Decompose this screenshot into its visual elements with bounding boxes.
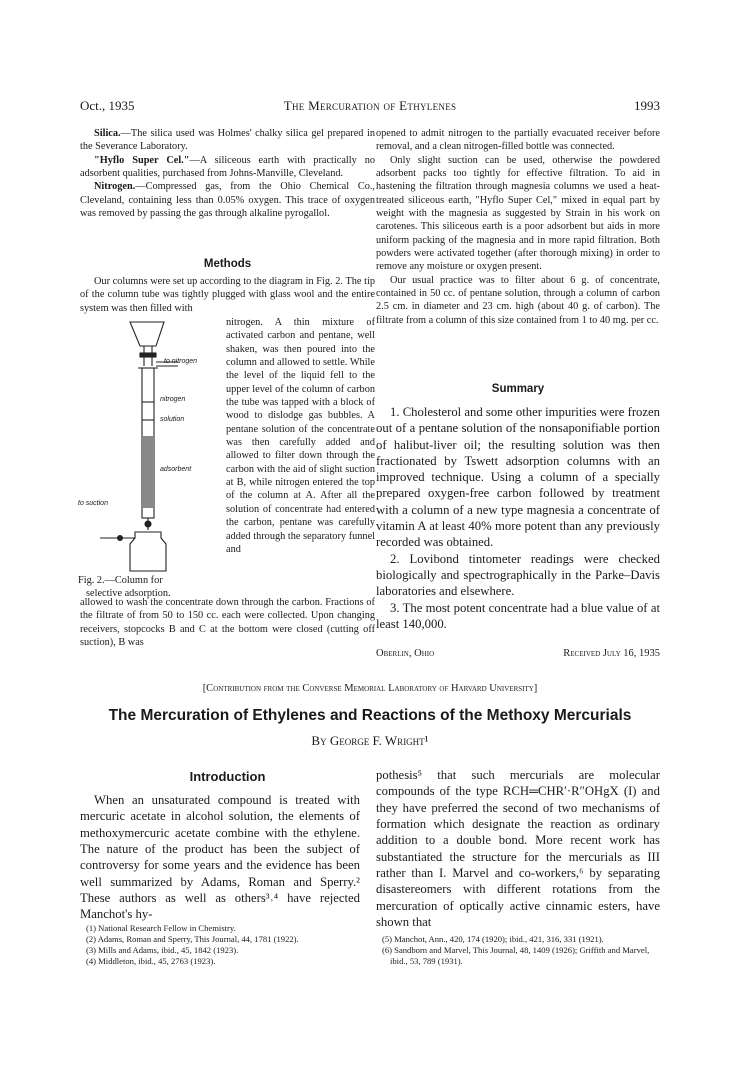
summary-item-1: 1. Cholesterol and some other impurities were frozen out of a pentane solution of the nonsaponifiable portion of halibut-liver oil; the resulting solution was then fractionated by Tswett adsorption columns with an improved technique. Using a column of a specially prepared oxygen-free carbon followed by treatment with a column of a new type magnesia a concentrate of vitamin A at least 40% more potent than any previously recorded was obtained. [376,405,660,550]
methods-heading: Methods [203,258,252,270]
figure-2 [80,316,220,606]
silica-paragraph: Silica.—The silica used was Holmes' chalky silica gel prepared in the Severance Laboratory. [80,128,375,153]
footnote-5: (5) Manchot, Ann., 420, 174 (1920); ibid., 421, 316, 331 (1921). [382,934,604,944]
footnote-2: (2) Adams, Roman and Sperry, This Journal, 44, 1781 (1922). [86,934,299,944]
footnotes-right [382,934,660,967]
figure-caption: Fig. 2.—Column for selective adsorption. [78,575,171,600]
procedure-section [376,127,660,327]
page-number: 1993 [634,98,660,113]
summary-item-2: 2. Lovibond tintometer readings were checked biologically and spectrographically in the Parke–Davis laboratories and elsewhere. [376,551,660,599]
footnote-3: (3) Mills and Adams, ibid., 45, 1842 (1923). [86,945,239,955]
introduction-heading: Introduction [189,769,266,784]
label-adsorbent: adsorbent [160,466,192,473]
footnotes-left [86,923,371,967]
article-title: The Mercuration of Ethylenes and Reactions of the Methoxy Mercurials [108,707,632,724]
label-solution: solution [160,416,185,423]
nitrogen-paragraph: Nitrogen.—Compressed gas, from the Ohio Chemical Co., Cleveland, containing less than 0.05% oxygen. This trace of oxygen was removed by passing the gas through alkaline pyrogallol. [80,181,375,220]
procedure-paragraph-3: Our usual practice was to filter about 6 g. of concentrate, contained in 50 cc. of pentane solution, through a column of carbon 2.5 cm. in diameter and 23 cm. high (about 40 g. of carbon). The filtrate from a column of this size contained from 1 to 40 mg. per cc. [376,274,660,326]
summary-item-3: 3. The most potent concentrate had a blue value of at least 140,000. [376,600,660,631]
summary-list [376,404,660,632]
running-header-title: The Mercuration of Ethylenes [283,98,457,113]
label-to-nitrogen: to nitrogen [164,358,198,365]
footnote-1: (1) National Research Fellow in Chemistry. [86,923,236,933]
label-to-suction: to suction [78,500,108,507]
footnote-4: (4) Middleton, ibid., 45, 2763 (1923). [86,956,216,966]
adsorption-column-diagram [80,316,220,576]
methods-tail-paragraph: allowed to wash the concentrate down through the carbon. Fractions of the filtrate of from 50 to 150 cc. each were collected. Upon changing receivers, stopcocks B and C at the bottom were closed (cutting off suction), B was [80,597,375,649]
methods-side-paragraph: nitrogen. A thin mixture of activated carbon and pentane, well shaken, was then poured into the column and allowed to settle. While the level of the liquid fell to the upper level of the column of carbon the tube was tapped with a block of wood to dislodge gas bubbles. A pentane solution of the concentrate was then carefully added and allowed to filter down through the carbon with the aid of slight suction at B, while nitrogen entered the top of the column at A. After all the solution of concentrate had entered the carbon, pentane was carefully added through the separatory funnel and [226,317,375,555]
contribution-line: [Contribution from the Converse Memorial Laboratory of Harvard University] [202,683,538,694]
materials-section [80,127,375,220]
footnote-6: (6) Sandborn and Marvel, This Journal, 48, 1409 (1926); Griffith and Marvel, ibid., 53, 789 (1931). [382,945,650,966]
methods-lead-paragraph: Our columns were set up according to the diagram in Fig. 2. The tip of the column tube was tightly plugged with glass wool and the entire system was then filled with [80,276,375,314]
label-nitrogen: nitrogen [160,396,186,403]
byline: By George F. Wright¹ [311,733,429,748]
intro-left-paragraph: When an unsaturated compound is treated with mercuric acetate in alcohol solution, the elements of methoxymercuric acetate combine with the ethylene. The nature of the product has been the subject of controversy for some years and the evidence has been well summarized by Adams, Roman and Sperry.² These authors as well as others³˒⁴ have rejected Manchot's hy- [80,793,360,922]
summary-heading: Summary [491,383,545,395]
procedure-paragraph-2: Only slight suction can be used, otherwise the powdered adsorbent packs too tightly for effective filtration. To aid in hastening the filtration through magnesia columns we used a heat-treated siliceous earth, "Hyflo Super Cel," mixed in equal part by weight with the magnesia as suggested by Strain in his work on carotenes. This siliceous earth is a poor adsorbent but aids in more uniform packing of the magnesia and in more rapid filtration. Both powders were activated together (after thorough mixing) in order to remove any moisture or oxygen present. [376,154,660,273]
procedure-paragraph-1: opened to admit nitrogen to the partially evacuated receiver before removal, and a clean nitrogen-filled bottle was connected. [376,128,660,153]
hyflo-paragraph: "Hyflo Super Cel."—A siliceous earth with practically no adsorbent qualities, purchased from Johns-Manville, Cleveland. [80,154,375,180]
running-header-date: Oct., 1935 [80,98,135,113]
received-date: Received July 16, 1935 [563,648,660,659]
place: Oberlin, Ohio [376,648,435,659]
intro-right-paragraph: pothesis⁵ that such mercurials are molecular compounds of the type RCH═CHR′·R″OHgX (I) and they have preferred the second of two mechanisms of formation which designate the reaction as ordinary addition to a double bond. More recent work has substantiated the structure for the mercurials as III rather than I. Marvel and co-workers,⁶ by separating disastereomers with different rotations from the mercuration of optically active cinnamic esters, have shown that [376,768,660,930]
